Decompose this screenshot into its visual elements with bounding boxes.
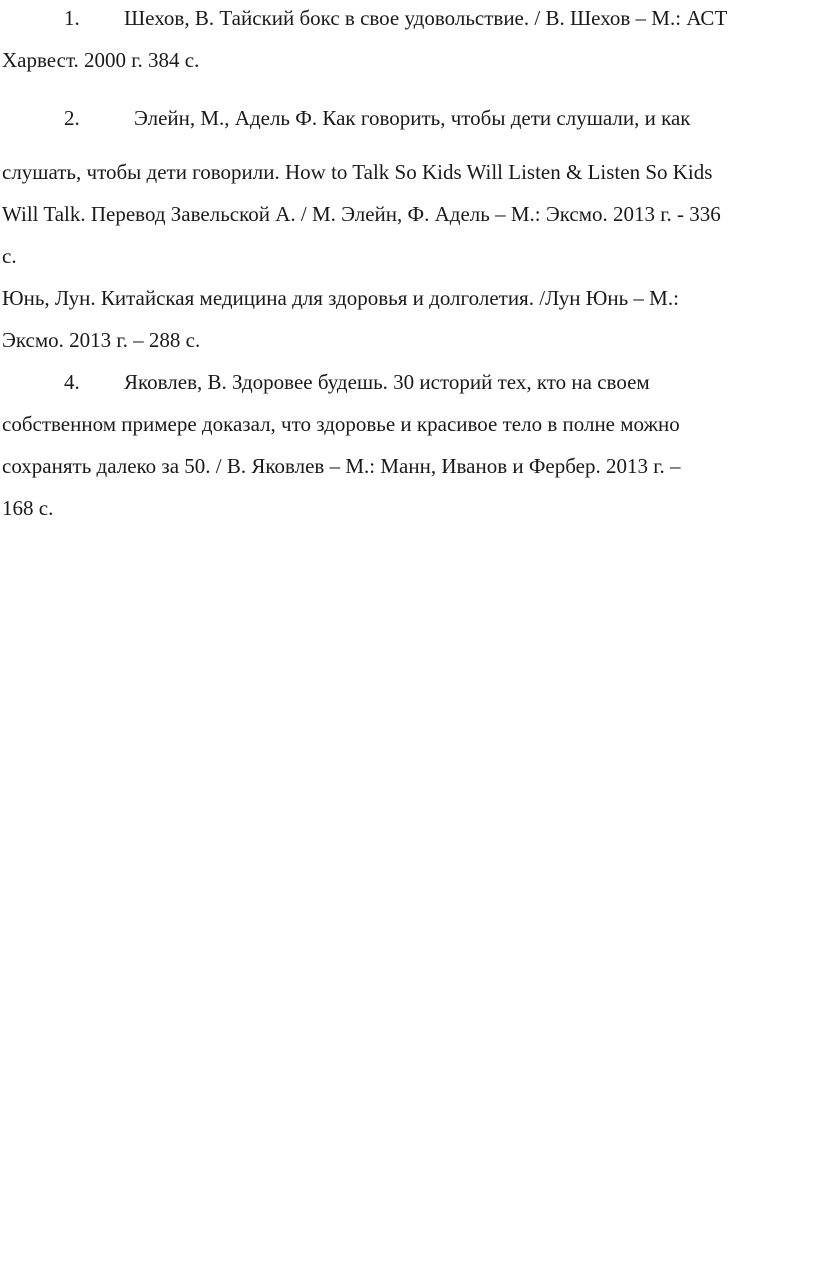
reference-text-line: Харвест. 2000 г. 384 с. bbox=[2, 48, 200, 72]
reference-text-line: Яковлев, В. Здоровее будешь. 30 историй тех, кто на своем bbox=[124, 370, 650, 394]
reference-text-line: Will Talk. Перевод Завельской А. / М. Элейн, Ф. Адель – М.: Эксмо. 2013 г. - 336 bbox=[2, 202, 721, 226]
reference-text-line: Юнь, Лун. Китайская медицина для здоровья и долголетия. /Лун Юнь – М.: bbox=[2, 286, 679, 310]
reference-text-line: Шехов, В. Тайский бокс в свое удовольствие. / В. Шехов – М.: АСТ bbox=[124, 6, 728, 30]
reference-text-line: с. bbox=[2, 244, 17, 268]
reference-text-line: Эксмо. 2013 г. – 288 с. bbox=[2, 328, 201, 352]
reference-text-line: Элейн, М., Адель Ф. Как говорить, чтобы дети слушали, и как bbox=[134, 106, 691, 130]
reference-number: 2. bbox=[64, 106, 80, 130]
reference-text-line: сохранять далеко за 50. / В. Яковлев – М.: Манн, Иванов и Фербер. 2013 г. – bbox=[2, 454, 681, 478]
reference-text-line: собственном примере доказал, что здоровье и красивое тело в полне можно bbox=[2, 412, 680, 436]
reference-text-line: слушать, чтобы дети говорили. How to Talk So Kids Will Listen & Listen So Kids bbox=[2, 160, 713, 184]
reference-number: 1. bbox=[64, 6, 80, 30]
reference-text-line: 168 с. bbox=[2, 496, 54, 520]
reference-number: 4. bbox=[64, 370, 80, 394]
